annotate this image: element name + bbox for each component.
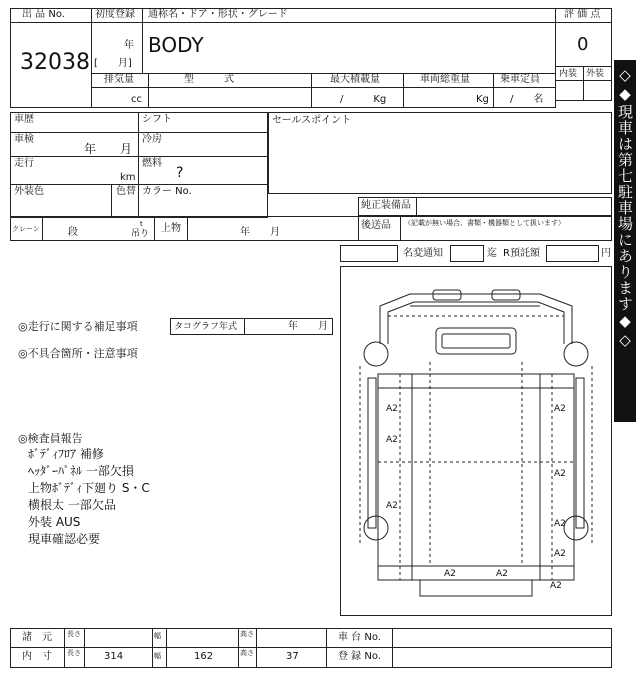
deposit-value-box	[546, 245, 599, 262]
exterior-label: 外装	[586, 69, 605, 79]
sales-point-label: セールスポイント	[272, 115, 352, 126]
chassis-label: 車 台 No.	[338, 632, 381, 643]
diagram-mark: A2	[386, 404, 398, 414]
gross-weight-label: 車両総重量	[420, 74, 470, 85]
score-value: 0	[577, 34, 589, 55]
deposit-prefix: 迄	[487, 248, 497, 259]
inner-label: 内 寸	[22, 651, 52, 662]
upper-label: 上物	[161, 223, 181, 234]
after-delivery-note: （記載が無い場合、書類・機器類として扱います）	[404, 219, 565, 227]
aircon-label: 冷房	[142, 134, 162, 145]
diagram-mark: A2	[554, 469, 566, 479]
lot-number-label: 出 品 No.	[22, 9, 65, 20]
fuel-value: ?	[176, 165, 184, 181]
crane-label: クレーン	[12, 225, 40, 233]
shift-label: シフト	[142, 114, 172, 125]
name-label: 通称名・ドア・形状・グレード	[148, 9, 288, 20]
displacement-label: 排気量	[104, 74, 134, 85]
dimensions-table	[10, 628, 612, 668]
width-label-inner: 幅	[154, 652, 161, 660]
year-unit: 年	[124, 40, 134, 51]
diagram-mark: A2	[554, 519, 566, 529]
mileage-label: 走行	[14, 158, 34, 169]
gross-weight-unit: Kg	[476, 94, 489, 105]
report-line: ﾎﾞﾃﾞｨﾌﾛｱ 補修	[28, 447, 104, 461]
report-line: 上物ﾎﾞﾃﾞｨ下廻り S・C	[28, 481, 150, 495]
first-registration-label: 初度登録	[95, 9, 135, 20]
side-banner-text: ◇◆現車は第七駐車場にあります◆◇	[616, 66, 634, 350]
fuel-label: 燃料	[142, 158, 162, 169]
diagram-mark: A2	[554, 549, 566, 559]
driving-notes-heading: ◎走行に関する補足事項	[18, 320, 138, 333]
interior-label: 内装	[559, 69, 578, 79]
month-bracket: [ 月]	[94, 58, 132, 69]
length-label-inner: 長さ	[67, 649, 81, 657]
tachograph-label: タコグラフ年式	[174, 322, 238, 332]
defects-heading: ◎不具合箇所・注意事項	[18, 347, 138, 360]
diagram-mark: A2	[554, 404, 566, 414]
upper-ym: 年 月	[240, 227, 280, 238]
tachograph-ym: 年 月	[288, 321, 328, 332]
diagram-mark: A2	[386, 501, 398, 511]
capacity-label: 乗車定員	[500, 74, 540, 85]
inspection-ym: 年 月	[84, 142, 133, 156]
crane-lift: 吊り	[131, 229, 150, 239]
history-label: 車歴	[14, 114, 34, 125]
registration-label: 登 録 No.	[338, 651, 381, 662]
height-label: 高さ	[240, 630, 254, 638]
max-load-label: 最大積載量	[330, 74, 380, 85]
report-line: 外装 AUS	[28, 515, 81, 529]
inspector-report-heading: ◎検査員報告	[18, 432, 83, 445]
name-change-label: 名変通知	[403, 248, 443, 259]
report-line: 横根太 一部欠品	[28, 498, 116, 512]
inspection-label: 車検	[14, 134, 34, 145]
height-value: 37	[286, 651, 299, 662]
name-change-box	[340, 245, 398, 262]
report-line: 現車確認必要	[28, 532, 101, 546]
diagram-mark: A2	[550, 581, 562, 591]
score-label: 評 価 点	[564, 9, 601, 20]
diagram-mark: A2	[386, 435, 398, 445]
length-value: 314	[104, 651, 124, 662]
lot-number: 32038	[20, 50, 90, 75]
model-name: BODY	[148, 33, 204, 57]
name-change-value-box	[450, 245, 484, 262]
crane-stage: 段	[68, 227, 78, 238]
report-line: ﾍｯﾀﾞｰﾊﾟﾈﾙ 一部欠損	[28, 464, 134, 478]
crane-ton: t	[140, 220, 143, 228]
genuine-parts-label: 純正装備品	[361, 200, 411, 211]
yen-unit: 円	[601, 248, 611, 259]
diagram-mark: A2	[444, 569, 456, 579]
color-change-label: 色替	[116, 186, 136, 197]
inspector-report-lines	[28, 446, 150, 548]
width-label: 幅	[154, 632, 161, 640]
after-delivery-label: 後送品	[361, 220, 391, 231]
ext-color-label: 外装色	[14, 186, 44, 197]
mileage-unit: km	[120, 172, 136, 183]
truck-diagram	[340, 266, 612, 616]
specs-label: 諸 元	[22, 632, 52, 643]
diagram-mark: A2	[496, 569, 508, 579]
color-no-label: カラー No.	[142, 186, 192, 197]
capacity-unit: / 名	[510, 94, 544, 105]
model-code-label: 型 式	[184, 74, 234, 85]
width-value: 162	[194, 651, 214, 662]
max-load-unit: / Kg	[340, 94, 387, 105]
height-label-inner: 高さ	[240, 649, 254, 657]
displacement-unit: cc	[131, 94, 142, 105]
length-label: 長さ	[67, 630, 81, 638]
deposit-label: R預託額	[503, 248, 540, 259]
details-left-box	[10, 112, 268, 218]
